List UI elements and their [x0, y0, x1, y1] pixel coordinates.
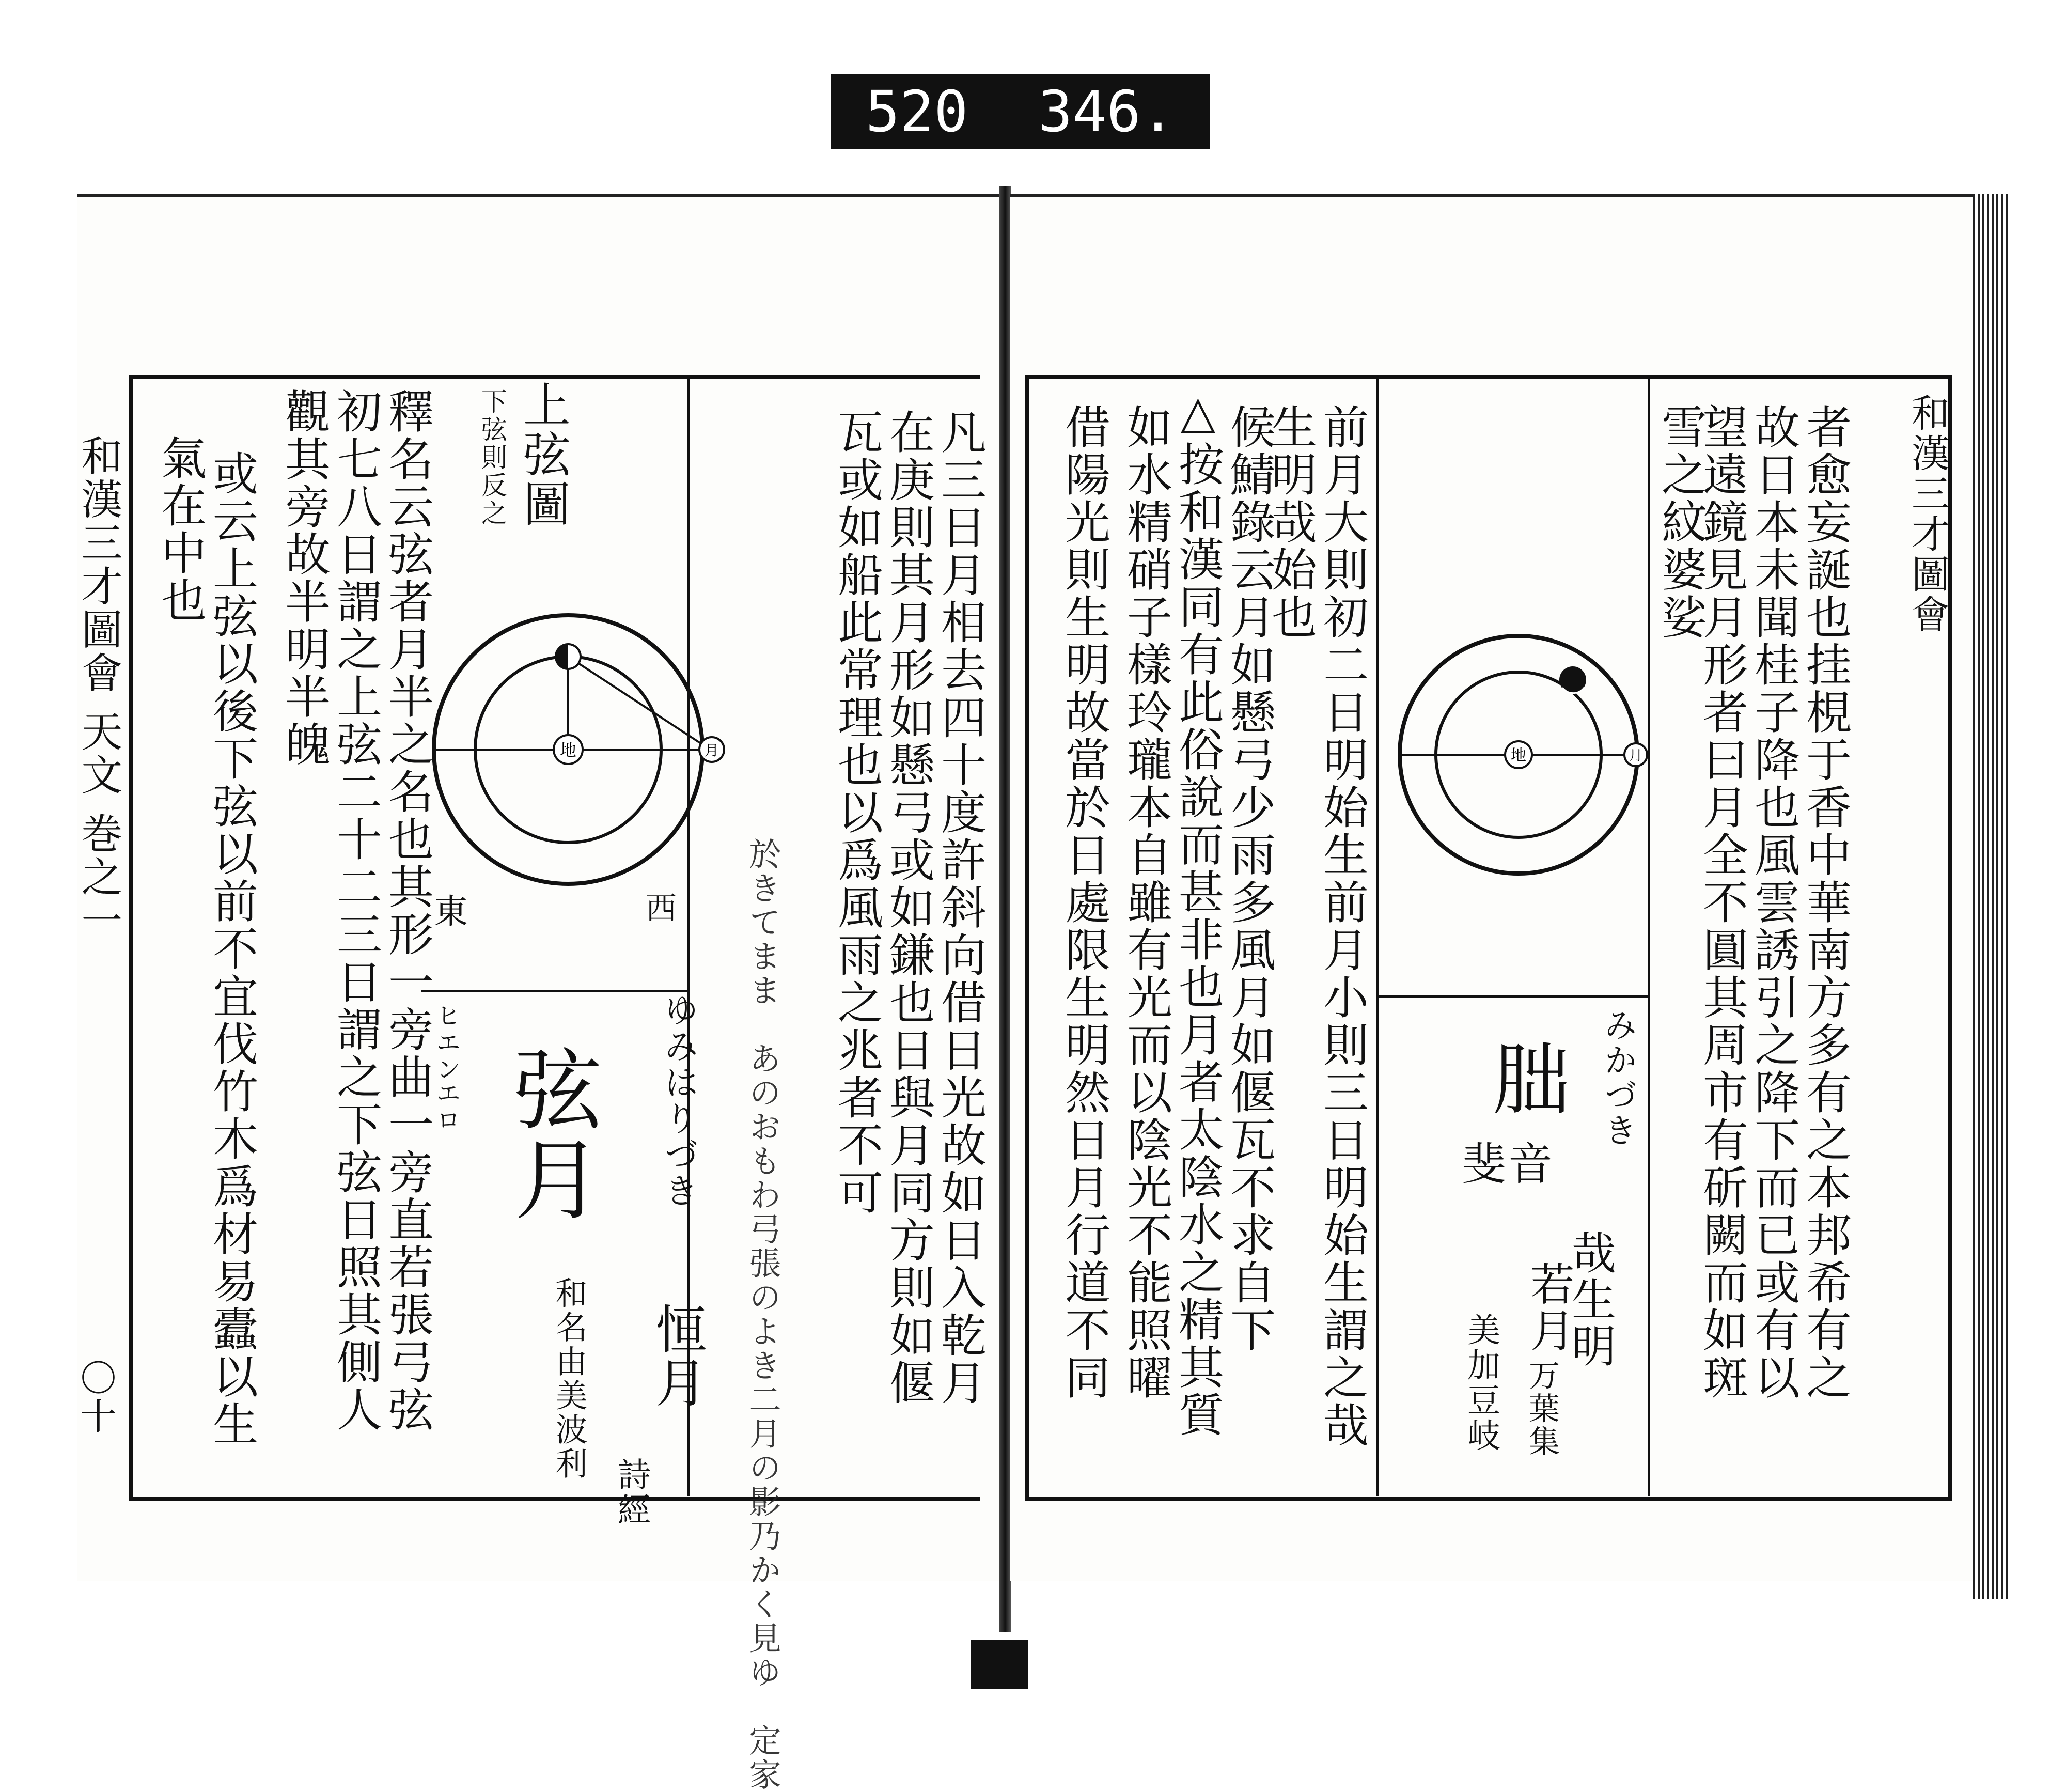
- right-moon-diagram: [1392, 610, 1650, 899]
- right-text-col-3: 望遠鏡見月形者曰月全不圓其周市有斫闕而如斑: [1696, 403, 1749, 1401]
- left-headword-sub: エロ: [432, 1080, 461, 1134]
- left-text-col-4: 釋名云弦者月半之名也其形一旁曲一旁直若張弓弦: [381, 388, 434, 1433]
- right-alt-name-2: 若月: [1523, 1261, 1574, 1354]
- left-moon-shadow: [556, 644, 568, 669]
- left-west-label: 西: [646, 891, 677, 927]
- right-text-col-4: 雪之紋婆娑: [1654, 403, 1708, 641]
- left-diagram-title: 上弦圖: [515, 380, 571, 529]
- right-earth-label: 地: [1511, 746, 1526, 765]
- right-wamyo: 美加豆岐: [1462, 1313, 1500, 1453]
- left-moon-diagram: [413, 589, 775, 910]
- catalog-label: [831, 74, 1210, 149]
- right-headword: 朏: [1479, 1039, 1569, 1118]
- right-text-col-7: 候鯖錄云月如懸弓少雨多風月如偃瓦不求自下: [1223, 403, 1276, 1354]
- right-moon-label: 月: [1629, 748, 1643, 763]
- right-headword-divider: [1379, 995, 1649, 998]
- left-earth-label: 地: [559, 740, 577, 760]
- right-alt-source: 万葉集: [1524, 1359, 1560, 1458]
- right-headword-sound: 斐音: [1462, 1139, 1555, 1190]
- left-text-col-5: 初七八日謂之上弦二十二三日謂之下弦日照其側人: [330, 388, 383, 1433]
- catalog-number-right: 346.: [1038, 78, 1176, 145]
- left-sun-ray: [568, 657, 710, 750]
- left-headword: 弦月: [499, 1044, 601, 1224]
- left-headword-divider: [421, 990, 690, 992]
- left-text-col-8: 氣在中也: [154, 434, 207, 625]
- left-page: [74, 194, 1007, 1792]
- left-diagram-subtitle: 下弦則反之: [477, 388, 507, 527]
- right-divider-right: [1648, 375, 1650, 1496]
- left-text-col-2: 在庚則其月形如懸弓或如鎌也日與月同方則如偃: [882, 409, 935, 1407]
- bookmark-tab: [971, 1640, 1028, 1689]
- left-text-col-1: 凡三日月相去四十度許斜向借日光故如日入乾月: [934, 409, 987, 1407]
- left-alt-source: 詩經: [612, 1457, 650, 1528]
- left-headword-sound: ヒエン: [432, 1003, 461, 1083]
- page-edge-right: [1973, 194, 2009, 1599]
- right-headword-kana: みかづき: [1599, 1008, 1637, 1148]
- left-east-label: 東: [434, 892, 468, 931]
- left-poem: 於きてまま あのおもわ弓張のよき二月の影乃かく見ゆ 定家: [744, 837, 781, 1792]
- left-moon-label: 月: [704, 742, 719, 759]
- left-text-col-7: 或云上弦以後下弦以前不宜伐竹木爲材易蠹以生: [206, 450, 259, 1448]
- right-alt-name-1: 哉生明: [1564, 1230, 1616, 1369]
- right-side-title: 和漢三才圖會: [1905, 393, 1950, 635]
- right-text-col-5: 前月大則初二日明始生前月小則三日明始生謂之哉: [1316, 403, 1369, 1449]
- left-folio: 〇十: [74, 1359, 117, 1436]
- left-side-title: 和漢三才圖會 天文 巻之一: [74, 434, 122, 942]
- book-spine: [999, 186, 1011, 1632]
- catalog-number-left: 520: [865, 78, 968, 145]
- left-alt-name: 恒月: [647, 1302, 707, 1410]
- right-text-col-6: 生明哉始也: [1264, 403, 1318, 641]
- left-text-col-3: 瓦或如船此常理也以爲風雨之兆者不可: [831, 409, 884, 1217]
- right-text-col-2: 故日本未聞桂子降也風雲誘引之降下而已或有以: [1747, 403, 1801, 1401]
- right-divider-left: [1376, 375, 1379, 1496]
- right-text-col-10: 借陽光則生明故當於日處限生明然日月行道不同: [1058, 403, 1111, 1401]
- right-page: [1010, 194, 1981, 1581]
- left-headword-kana: ゆみはりづき: [659, 992, 698, 1209]
- left-wamyo: 和名由美波利: [550, 1276, 588, 1481]
- right-text-col-9: 如水精硝子樣玲瓏本自雖有光而以陰光不能照曜: [1120, 403, 1173, 1401]
- right-text-col-8: △按和漢同有此俗說而甚非也月者太陰水之精其質: [1171, 385, 1225, 1439]
- left-text-col-6: 觀其旁故半明半魄: [278, 388, 331, 768]
- right-text-col-1: 者愈妄誕也挂梘于香中華南方多有之本邦希有之: [1799, 403, 1852, 1401]
